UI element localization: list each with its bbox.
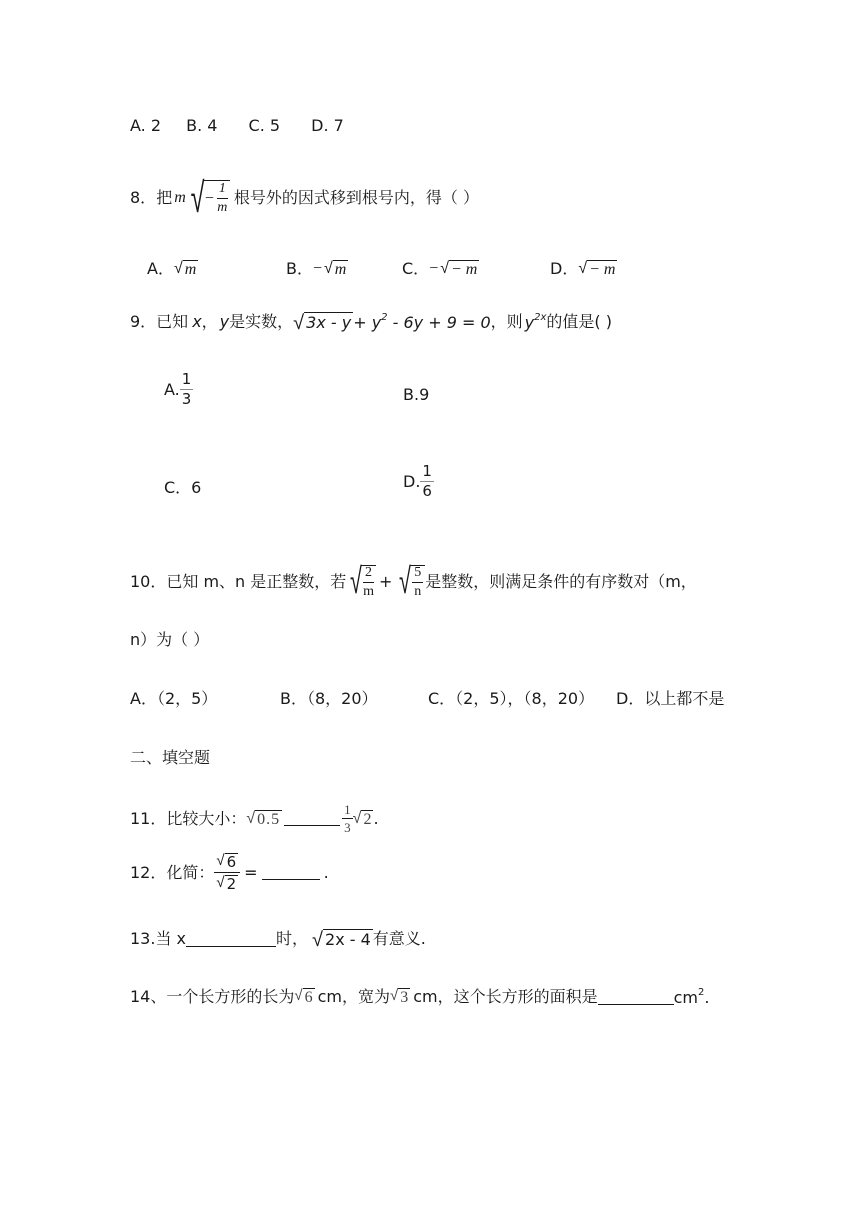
section-title-fill-in: 二、填空题	[130, 748, 211, 767]
q8-number: 8．	[130, 188, 157, 207]
q7-option-d: D. 7	[311, 116, 344, 135]
question-9: 9．已知 x ， y 是实数， √ 3x - y + $y^2 - 6y + 9 = 0$ ，则 $y^{2x}$ 的值是( )	[130, 310, 612, 334]
q8-option-c: C． − √ − m	[402, 258, 478, 278]
q9-option-c: C．6	[164, 478, 202, 497]
q8-option-a: A． √ m	[147, 258, 197, 278]
q9-option-d: D. $\frac{1}{6}$	[403, 462, 432, 500]
q12-fraction: √ 6 √ 2	[214, 853, 240, 892]
q8-option-b: B． − √ m	[286, 258, 347, 278]
q9-option-a: A. $\frac{1}{3}$	[164, 370, 192, 408]
q7-option-c: C. 5	[248, 116, 281, 135]
q10-options	[130, 689, 725, 708]
question-11: 11．比较大小： √ 0.5 $\frac{1}{3}$ √ 2 .	[130, 802, 379, 835]
q9-radical: √ 3x - y	[293, 310, 352, 334]
radical-sign-icon: √	[190, 173, 205, 222]
q10-option-c: C．（2，5），（8，20）	[428, 689, 595, 708]
q7-options	[130, 118, 344, 134]
q9-option-b: B.9	[403, 385, 430, 404]
q10-option-b: B．（8，20）	[280, 689, 378, 708]
q8-post: 根号外的因式移到根号内，得（ ）	[233, 188, 479, 207]
question-14: 14、一个长方形的长为 √ 6 cm，宽为 √ 3 cm，这个长方形的面积是 $cm^2$.	[130, 986, 710, 1007]
q10-radical-2: √ $\frac{5}{n}$	[395, 565, 425, 599]
q7-option-b: B. 4	[186, 116, 218, 135]
question-10: 10．已知 m、n 是正整数，若 √ $\frac{2}{m}$ + √ $\frac{5}{n}$ 是整数，则满足条件的有序数对（m，	[130, 561, 697, 602]
q13-answer-blank[interactable]	[186, 932, 276, 947]
q14-answer-blank[interactable]	[598, 990, 674, 1005]
q11-answer-blank[interactable]	[284, 811, 340, 826]
question-13: 13.当 x 时， √ 2x - 4 有意义.	[130, 927, 426, 951]
q8-pre: 把	[156, 188, 173, 207]
question-8	[130, 173, 479, 222]
q10-option-a: A．（2，5）	[130, 689, 218, 708]
q10-line-2: n）为（ ）	[130, 630, 210, 649]
question-12: 12．化简： √ 6 √ 2 = .	[130, 851, 329, 893]
q12-answer-blank[interactable]	[262, 865, 320, 880]
q7-option-a: A. 2	[130, 116, 162, 135]
q8-minus: −	[204, 189, 214, 207]
q8-fraction: $\frac{1}{m}$	[217, 181, 228, 215]
q8-option-d: D． √ − m	[550, 258, 616, 278]
q8-radical	[186, 173, 230, 222]
q10-option-d: D．以上都不是	[616, 689, 725, 708]
q10-radical-1: √ $\frac{2}{m}$	[346, 565, 376, 599]
q8-var: m	[174, 189, 186, 206]
